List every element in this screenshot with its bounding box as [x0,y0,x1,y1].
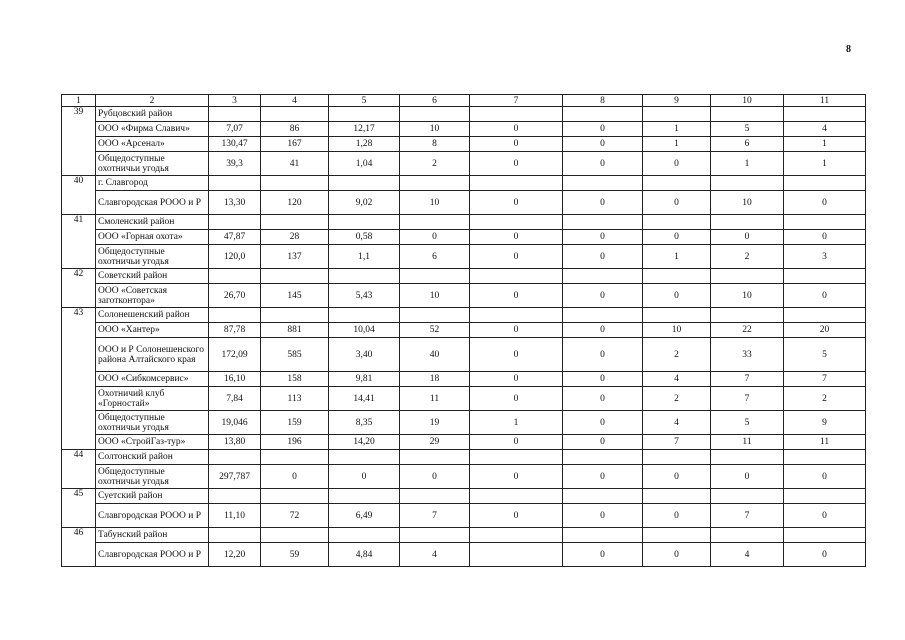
value-cell: 2 [643,338,711,372]
value-cell: 59 [261,543,329,567]
column-number-cell: 1 [62,95,96,107]
region-row [62,308,866,323]
value-cell: 0 [470,387,563,411]
value-cell: 0 [711,465,784,489]
table-row [62,504,866,528]
empty-cell [329,489,400,504]
value-cell: 2 [643,387,711,411]
region-name-cell: Рубцовский район [96,107,209,122]
organization-name-cell: Общедоступные охотничьи угодья [96,245,209,269]
value-cell: 1,28 [329,137,400,152]
region-name-cell: Советский район [96,269,209,284]
empty-cell [563,450,643,465]
value-cell: 585 [261,338,329,372]
value-cell: 6 [400,245,470,269]
value-cell: 13,80 [209,435,261,450]
empty-cell [643,308,711,323]
table-row [62,230,866,245]
table-row [62,435,866,450]
row-number-cell: 41 [62,215,96,269]
page-number: 8 [846,44,851,55]
empty-cell [329,308,400,323]
region-name-cell: Солтонский район [96,450,209,465]
empty-cell [643,269,711,284]
column-number-cell: 8 [563,95,643,107]
empty-cell [400,528,470,543]
empty-cell [711,450,784,465]
value-cell: 12,17 [329,122,400,137]
empty-cell [261,215,329,230]
empty-cell [711,489,784,504]
row-number-cell: 46 [62,528,96,567]
value-cell: 0 [643,284,711,308]
value-cell: 28 [261,230,329,245]
value-cell: 297,787 [209,465,261,489]
empty-cell [209,489,261,504]
value-cell: 0 [563,284,643,308]
value-cell: 0 [563,504,643,528]
empty-cell [261,450,329,465]
region-row [62,450,866,465]
row-number-cell: 43 [62,308,96,450]
value-cell: 0 [711,230,784,245]
organization-name-cell: ООО «Арсенал» [96,137,209,152]
value-cell: 0 [563,465,643,489]
empty-cell [563,215,643,230]
organization-name-cell: Общедоступные охотничьи угодья [96,411,209,435]
value-cell: 0 [329,465,400,489]
value-cell: 19 [400,411,470,435]
row-number-cell: 40 [62,176,96,215]
value-cell: 0 [470,122,563,137]
value-cell: 41 [261,152,329,176]
empty-cell [563,107,643,122]
column-number-cell: 7 [470,95,563,107]
value-cell: 0 [563,387,643,411]
region-name-cell: Смоленский район [96,215,209,230]
value-cell: 0 [261,465,329,489]
empty-cell [261,528,329,543]
empty-cell [400,176,470,191]
value-cell: 0 [470,338,563,372]
value-cell: 1 [784,152,866,176]
value-cell: 11 [784,435,866,450]
value-cell: 1 [643,245,711,269]
value-cell: 52 [400,323,470,338]
empty-cell [209,269,261,284]
empty-cell [711,308,784,323]
empty-cell [329,528,400,543]
empty-cell [643,528,711,543]
value-cell: 5,43 [329,284,400,308]
empty-cell [329,215,400,230]
value-cell: 10 [643,323,711,338]
empty-cell [261,308,329,323]
table-row [62,191,866,215]
column-number-cell: 10 [711,95,784,107]
empty-cell [261,269,329,284]
value-cell: 0 [470,245,563,269]
value-cell: 9,81 [329,372,400,387]
table-row [62,245,866,269]
region-row [62,489,866,504]
value-cell: 6,49 [329,504,400,528]
value-cell: 0 [784,191,866,215]
value-cell: 0 [470,435,563,450]
empty-cell [209,450,261,465]
empty-cell [400,450,470,465]
value-cell: 19,046 [209,411,261,435]
value-cell: 0 [643,465,711,489]
row-number-cell: 42 [62,269,96,308]
empty-cell [563,528,643,543]
value-cell: 5 [711,411,784,435]
empty-cell [563,489,643,504]
value-cell: 7 [711,372,784,387]
empty-cell [784,176,866,191]
empty-cell [711,269,784,284]
value-cell: 0 [784,284,866,308]
value-cell: 14,20 [329,435,400,450]
value-cell: 0 [400,230,470,245]
empty-cell [470,269,563,284]
table-row [62,543,866,567]
value-cell: 7,84 [209,387,261,411]
empty-cell [470,215,563,230]
value-cell: 10 [400,122,470,137]
value-cell: 20 [784,323,866,338]
value-cell: 1 [711,152,784,176]
value-cell: 0 [470,465,563,489]
region-row [62,269,866,284]
empty-cell [643,107,711,122]
value-cell: 0 [563,191,643,215]
value-cell: 0 [643,543,711,567]
column-number-cell: 5 [329,95,400,107]
empty-cell [470,176,563,191]
value-cell: 0 [470,323,563,338]
table-body [62,95,866,567]
value-cell: 0 [400,465,470,489]
data-table [61,94,866,567]
empty-cell [563,269,643,284]
value-cell: 7 [400,504,470,528]
value-cell: 0 [470,191,563,215]
value-cell: 4 [400,543,470,567]
value-cell: 137 [261,245,329,269]
organization-name-cell: ООО «Фирма Славич» [96,122,209,137]
empty-cell [711,107,784,122]
value-cell: 0 [470,504,563,528]
value-cell: 9,02 [329,191,400,215]
value-cell: 11 [711,435,784,450]
value-cell: 0 [784,230,866,245]
empty-cell [784,215,866,230]
empty-cell [400,107,470,122]
organization-name-cell: Славгородская РООО и Р [96,543,209,567]
value-cell: 2 [711,245,784,269]
value-cell: 3,40 [329,338,400,372]
value-cell: 0 [563,230,643,245]
column-number-cell: 9 [643,95,711,107]
empty-cell [784,450,866,465]
value-cell: 0 [470,152,563,176]
value-cell: 0 [470,284,563,308]
empty-cell [784,269,866,284]
organization-name-cell: ООО «Горная охота» [96,230,209,245]
value-cell: 47,87 [209,230,261,245]
value-cell: 18 [400,372,470,387]
value-cell: 7 [784,372,866,387]
value-cell: 0 [784,543,866,567]
column-number-cell: 2 [96,95,209,107]
value-cell: 196 [261,435,329,450]
empty-cell [209,176,261,191]
value-cell: 86 [261,122,329,137]
value-cell: 10,04 [329,323,400,338]
value-cell: 0 [470,230,563,245]
value-cell: 26,70 [209,284,261,308]
value-cell: 0 [563,245,643,269]
value-cell: 33 [711,338,784,372]
empty-cell [470,489,563,504]
value-cell: 1 [643,122,711,137]
empty-cell [400,489,470,504]
value-cell: 4 [643,372,711,387]
value-cell: 158 [261,372,329,387]
organization-name-cell: Охотничий клуб «Горностай» [96,387,209,411]
value-cell: 72 [261,504,329,528]
value-cell: 1 [784,137,866,152]
value-cell: 10 [711,191,784,215]
value-cell: 0 [563,372,643,387]
region-name-cell: Табунский район [96,528,209,543]
value-cell: 0 [563,338,643,372]
value-cell: 4 [784,122,866,137]
column-number-cell: 3 [209,95,261,107]
column-number-row [62,95,866,107]
empty-cell [643,450,711,465]
empty-cell [643,489,711,504]
value-cell: 0 [643,191,711,215]
value-cell: 1 [470,411,563,435]
value-cell: 881 [261,323,329,338]
value-cell: 120,0 [209,245,261,269]
empty-cell [209,308,261,323]
value-cell: 7,07 [209,122,261,137]
empty-cell [329,450,400,465]
empty-cell [261,107,329,122]
region-name-cell: г. Славгород [96,176,209,191]
empty-cell [470,450,563,465]
organization-name-cell: ООО «Хантер» [96,323,209,338]
empty-cell [643,176,711,191]
table-row [62,372,866,387]
value-cell: 0 [470,372,563,387]
table-row [62,152,866,176]
empty-cell [470,107,563,122]
region-name-cell: Солонешенский район [96,308,209,323]
value-cell: 0 [563,152,643,176]
value-cell: 8 [400,137,470,152]
empty-cell [711,176,784,191]
empty-cell [643,215,711,230]
value-cell: 3 [784,245,866,269]
value-cell: 40 [400,338,470,372]
empty-cell [784,308,866,323]
value-cell: 0 [563,323,643,338]
value-cell: 0 [643,152,711,176]
value-cell: 11,10 [209,504,261,528]
value-cell: 4 [643,411,711,435]
region-row [62,528,866,543]
empty-cell [563,308,643,323]
empty-cell [711,215,784,230]
value-cell: 0 [470,137,563,152]
value-cell: 5 [711,122,784,137]
value-cell: 11 [400,387,470,411]
region-name-cell: Суетский район [96,489,209,504]
organization-name-cell: Славгородская РООО и Р [96,191,209,215]
value-cell: 2 [784,387,866,411]
value-cell: 120 [261,191,329,215]
empty-cell [329,107,400,122]
value-cell: 0 [784,504,866,528]
empty-cell [470,308,563,323]
value-cell: 7 [643,435,711,450]
empty-cell [261,489,329,504]
value-cell: 145 [261,284,329,308]
value-cell: 0 [563,411,643,435]
value-cell [470,543,563,567]
value-cell: 130,47 [209,137,261,152]
table-row [62,137,866,152]
empty-cell [329,269,400,284]
value-cell: 7 [711,504,784,528]
organization-name-cell: ООО «Сибкомсервис» [96,372,209,387]
row-number-cell: 45 [62,489,96,528]
empty-cell [261,176,329,191]
empty-cell [563,176,643,191]
value-cell: 0 [563,543,643,567]
value-cell: 2 [400,152,470,176]
table-row [62,387,866,411]
value-cell: 4 [711,543,784,567]
organization-name-cell: ООО «СтройГаз-тур» [96,435,209,450]
empty-cell [400,308,470,323]
value-cell: 1,1 [329,245,400,269]
organization-name-cell: Общедоступные охотничьи угодья [96,465,209,489]
column-number-cell: 6 [400,95,470,107]
empty-cell [470,528,563,543]
value-cell: 87,78 [209,323,261,338]
organization-name-cell: ООО «Советская заготконтора» [96,284,209,308]
empty-cell [400,269,470,284]
value-cell: 167 [261,137,329,152]
row-number-cell: 44 [62,450,96,489]
organization-name-cell: Славгородская РООО и Р [96,504,209,528]
column-number-cell: 4 [261,95,329,107]
value-cell: 0 [784,465,866,489]
organization-name-cell: ООО и Р Солонешенского района Алтайского края [96,338,209,372]
empty-cell [209,528,261,543]
value-cell: 9 [784,411,866,435]
value-cell: 39,3 [209,152,261,176]
value-cell: 172,09 [209,338,261,372]
empty-cell [711,528,784,543]
value-cell: 6 [711,137,784,152]
value-cell: 0 [643,230,711,245]
table-row [62,323,866,338]
empty-cell [209,215,261,230]
table-row [62,465,866,489]
region-row [62,176,866,191]
value-cell: 1,04 [329,152,400,176]
value-cell: 14,41 [329,387,400,411]
empty-cell [209,107,261,122]
region-row [62,107,866,122]
table-row [62,122,866,137]
value-cell: 10 [400,191,470,215]
table-row [62,411,866,435]
value-cell: 5 [784,338,866,372]
empty-cell [784,107,866,122]
column-number-cell: 11 [784,95,866,107]
value-cell: 16,10 [209,372,261,387]
empty-cell [784,489,866,504]
value-cell: 7 [711,387,784,411]
empty-cell [329,176,400,191]
region-row [62,215,866,230]
value-cell: 0 [563,122,643,137]
value-cell: 10 [400,284,470,308]
row-number-cell: 39 [62,107,96,176]
value-cell: 8,35 [329,411,400,435]
value-cell: 0 [563,435,643,450]
value-cell: 0 [563,137,643,152]
value-cell: 0 [643,504,711,528]
empty-cell [784,528,866,543]
organization-name-cell: Общедоступные охотничьи угодья [96,152,209,176]
value-cell: 4,84 [329,543,400,567]
value-cell: 113 [261,387,329,411]
value-cell: 12,20 [209,543,261,567]
value-cell: 159 [261,411,329,435]
table-row [62,284,866,308]
value-cell: 13,30 [209,191,261,215]
value-cell: 0,58 [329,230,400,245]
value-cell: 29 [400,435,470,450]
value-cell: 22 [711,323,784,338]
empty-cell [400,215,470,230]
value-cell: 10 [711,284,784,308]
table-row [62,338,866,372]
value-cell: 1 [643,137,711,152]
